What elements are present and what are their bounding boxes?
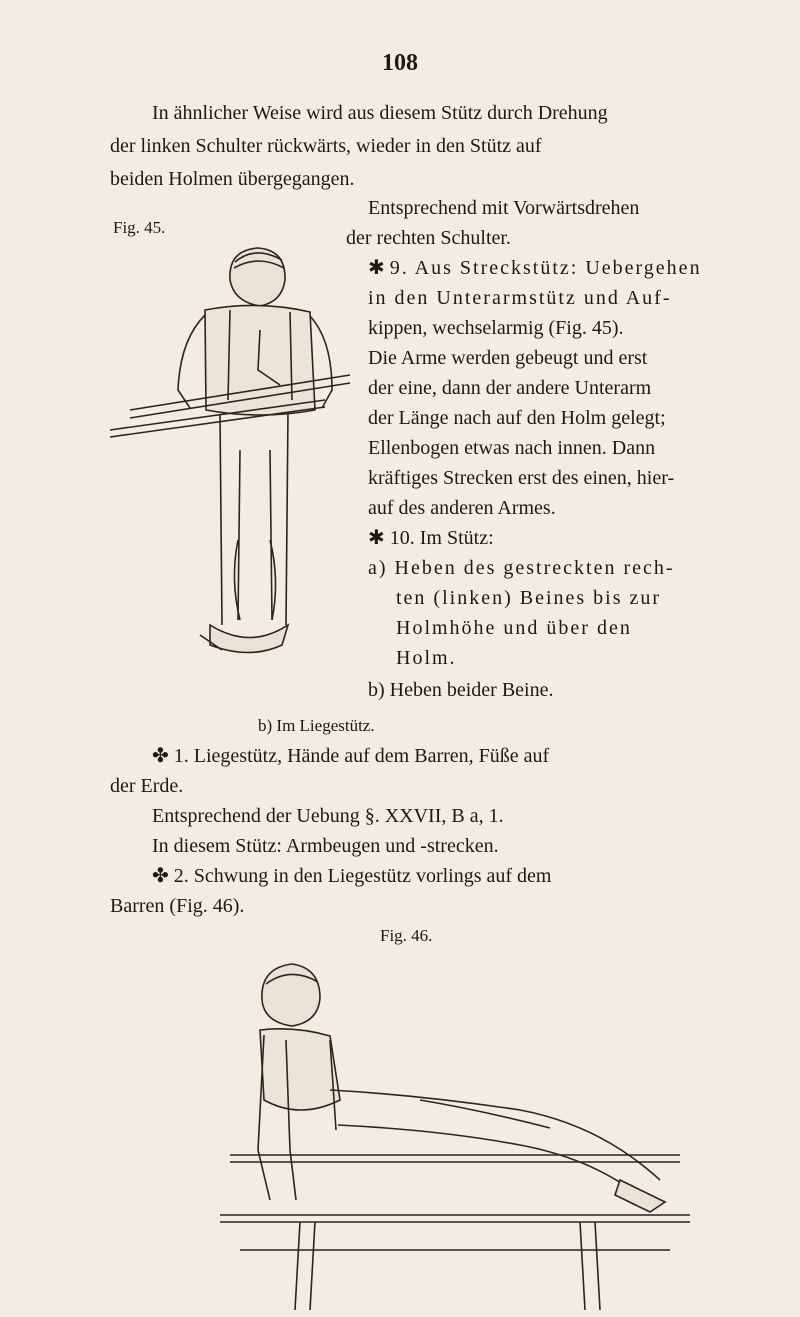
fig46-caption: Fig. 46. bbox=[380, 926, 433, 945]
ex9-line-1: ✱ 9. Aus Streckstütz: Uebergehen bbox=[368, 257, 702, 279]
figure-45-illustration bbox=[110, 240, 350, 680]
ex1-line-1: ✤ 1. Liegestütz, Hände auf dem Barren, Füße auf bbox=[152, 745, 550, 767]
flower-marker-icon: ✤ bbox=[152, 745, 169, 767]
intro-line-3: beiden Holmen übergegangen. bbox=[110, 168, 355, 190]
ex9-line-2: in den Unterarmstütz und Auf- bbox=[368, 287, 672, 309]
ex10-b-line-1: b) Heben beider Beine. bbox=[368, 679, 554, 701]
figure-46-illustration bbox=[220, 950, 690, 1310]
star-marker-icon: ✱ bbox=[368, 527, 385, 549]
ex2-line-2: Barren (Fig. 46). bbox=[110, 895, 245, 917]
ex10-a-line-2: ten (linken) Beines bis zur bbox=[396, 587, 662, 609]
ex10-a-line-4: Holm. bbox=[396, 647, 457, 669]
section-b-heading: b) Im Liegestütz. bbox=[258, 716, 375, 735]
ex9-line-4: Die Arme werden gebeugt und erst bbox=[368, 347, 648, 369]
ex9-line-7: Ellenbogen etwas nach innen. Dann bbox=[368, 437, 656, 459]
ex9-line-8: kräftiges Strecken erst des einen, hier- bbox=[368, 467, 675, 489]
ex10-heading: ✱ 10. Im Stütz: bbox=[368, 527, 494, 549]
intro-line-1: In ähnlicher Weise wird aus diesem Stütz durch Drehung bbox=[152, 102, 608, 124]
ex1-line-3: Entsprechend der Uebung §. XXVII, B a, 1. bbox=[152, 805, 504, 827]
intro-line-5: der rechten Schulter. bbox=[346, 227, 511, 249]
ex9-line-5: der eine, dann der andere Unterarm bbox=[368, 377, 652, 399]
ex1-line-4: In diesem Stütz: Armbeugen und -strecken. bbox=[152, 835, 499, 857]
ex1-line-2: der Erde. bbox=[110, 775, 184, 797]
intro-line-2: der linken Schulter rückwärts, wieder in den Stütz auf bbox=[110, 135, 542, 157]
page-number: 108 bbox=[382, 50, 418, 76]
ex9-line-3: kippen, wechselarmig (Fig. 45). bbox=[368, 317, 624, 339]
intro-line-4: Entsprechend mit Vorwärtsdrehen bbox=[368, 197, 640, 219]
ex9-line-6: der Länge nach auf den Holm gelegt; bbox=[368, 407, 666, 429]
star-marker-icon: ✱ bbox=[368, 257, 385, 279]
ex9-line-9: auf des anderen Armes. bbox=[368, 497, 556, 519]
ex10-a-line-1: a) Heben des gestreckten rech- bbox=[368, 557, 675, 579]
flower-marker-icon: ✤ bbox=[152, 865, 169, 887]
fig45-caption: Fig. 45. bbox=[113, 218, 166, 237]
ex10-a-line-3: Holmhöhe und über den bbox=[396, 617, 632, 639]
ex2-line-1: ✤ 2. Schwung in den Liegestütz vorlings auf dem bbox=[152, 865, 552, 887]
